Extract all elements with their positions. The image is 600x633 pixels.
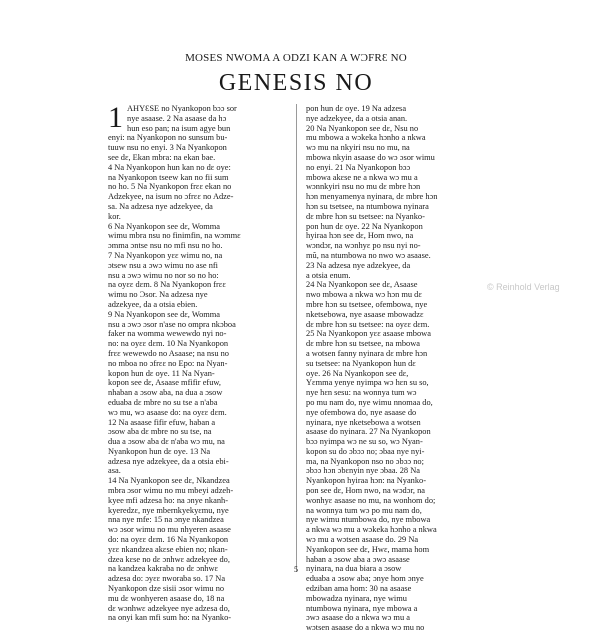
text-line: pon hun dɛ oye. 19 Na adzesa xyxy=(306,104,407,113)
text-line: Yɛmma yenye nyimpa wɔ hɛn su so, xyxy=(306,378,429,388)
text-line: wɔtsen asaase do a nkwa wɔ mu no xyxy=(306,623,425,633)
text-line: sa. Na adzesa nye adzekyee, da xyxy=(108,201,213,211)
text-line: edziban ama hom: 30 na asaase xyxy=(306,584,412,594)
text-line: 25 Na Nyankopon yɛɛ asaase mbowa xyxy=(306,329,431,339)
text-line: mbre hɔn su tsetsee, ofembowa, nye xyxy=(306,299,428,309)
text-line: Nyankopon dze sisii ɔsor wimu no xyxy=(108,584,225,594)
text-line: nna nye mfe: 15 na ɔnye nkandzea xyxy=(108,515,224,525)
text-line: no enyi. 21 Na Nyankopon bɔɔ xyxy=(306,162,411,172)
text-line: wonhyɛ asaase no mu, na wonhom do; xyxy=(306,495,436,505)
text-line: nsu a ɔwɔ ɔsor n'ase no ompra nkɔboa xyxy=(108,319,236,329)
text-line: ɔsow aba dɛ mbre no su tse, na xyxy=(108,427,212,437)
text-line: na wonnya tum wɔ po mu nam do, xyxy=(306,505,422,515)
text-line: wɔ mu a wɔtsen asaase do. 29 Na xyxy=(306,535,419,545)
text-line: kopon see dɛ, Asaase mfifir efuw, xyxy=(108,378,221,388)
text-line: dua a ɔsow aba dɛ n'aba wɔ mu, na xyxy=(108,437,225,447)
text-line: nye hɛn sesu: na wonnya tum wɔ xyxy=(306,388,417,398)
document-page xyxy=(108,40,484,633)
text-line: nye asaase. 2 Na asaase da hɔ xyxy=(127,113,227,123)
watermark: © Reinhold Verlag xyxy=(487,282,560,292)
text-line: wimu mbra nsu no finimfin, na wɔmmɛ xyxy=(108,231,241,241)
chapter-dropcap: 1 xyxy=(108,101,123,134)
text-line: ma, na Nyankopon nso no ɔbɔɔ no; xyxy=(306,456,424,466)
text-line: kyee mfi adzesa ho: na ɔnye nkanh- xyxy=(108,495,228,505)
text-line: hɔn su tsetsee, na ntumbowa nyinara xyxy=(306,201,429,211)
text-line: mu dɛ wonhyeren asaase do, 18 na xyxy=(108,593,225,603)
text-line: kopon hun dɛ oye. 11 Na Nyan- xyxy=(108,368,215,378)
text-line: ɔbɔɔ hɔn ɔbɛnyin nye ɔbaa. 28 Na xyxy=(306,466,420,476)
text-line: nye ofembowa do, nye asaase do xyxy=(306,407,417,417)
text-line: nye adzekyee, da a otsia anan. xyxy=(306,113,408,123)
page-number: 5 xyxy=(294,565,298,574)
text-line: na onyi kan mfi sum ho: na Nyanko- xyxy=(108,613,232,623)
text-line: dɛ wɔnhwɛ adzekyee nye adzesa do, xyxy=(108,603,230,613)
text-line: mbra ɔsor wimu no mu mbeyi adzeh- xyxy=(108,486,234,496)
text-line: mbowadza nyinara, nye wimu xyxy=(306,593,407,603)
text-line: nsu a ɔwɔ wimu no nor so no ho: xyxy=(108,270,219,280)
text-line: oye. 26 Na Nyankopon see dɛ, xyxy=(306,368,409,378)
text-line: Nyankopon hyiraa hɔn: na Nyanko- xyxy=(306,476,427,486)
text-line: adzesa nye adzekyee, da a otsia ebi- xyxy=(108,456,229,466)
text-line: Nyankopon hun dɛ oye. 13 Na xyxy=(108,446,211,456)
text-line: AHYƐSE no Nyankopon bɔɔ sor xyxy=(127,104,237,113)
text-line: 14 Na Nyankopon see dɛ, Nkandzea xyxy=(108,476,230,486)
text-line: eduaba dɛ mbre no su tse a n'aba xyxy=(108,397,218,407)
text-line: wɔ mu na nkyiri nsu no mu, na xyxy=(306,143,410,153)
text-line: 24 Na Nyankopon see dɛ, Asaase xyxy=(306,280,418,290)
text-line: na kandzea kakraba no dɛ ɔnhwɛ xyxy=(108,564,219,574)
text-line: Nyankopon see dɛ, Hwɛ, mama hom xyxy=(306,544,430,554)
text-line: dzea kɛse no dɛ ɔnhwɛ adzekyee do, xyxy=(108,554,230,564)
text-column-left xyxy=(108,101,286,623)
text-line: no: na oyɛɛ dɛm. 10 Na Nyankopon xyxy=(108,339,229,349)
text-line: frɛɛ wewewdo no Asaase; na nsu no xyxy=(108,348,229,358)
text-line: ntumbowa nyinara, nye mbowa a xyxy=(306,603,418,613)
text-line: nwo mbowa a nkwa wɔ hɔn mu dɛ xyxy=(306,290,422,300)
text-line: nyinara, na dua biara a ɔsow xyxy=(306,564,402,574)
text-line: mũ, na ntumbowa no nwo wɔ asaase. xyxy=(306,250,431,260)
text-line: wɔ ɔsor wimu no mu nhyeren asaase xyxy=(108,525,231,535)
text-line: dɛ mbre hɔn su tsetsee: na Nyanko- xyxy=(306,211,425,221)
text-line: haban a ɔsow aba a ɔwɔ asaase xyxy=(306,554,410,564)
text-line: tuuw nsu no enyi. 3 Na Nyankopon xyxy=(108,143,227,153)
text-line: see dɛ, Ekan mbra: na ekan bae. xyxy=(108,152,216,162)
text-line: no ho. 5 Na Nyankopon frɛɛ ekan no xyxy=(108,182,232,192)
text-line: enyi: na Nyankopon no sunsum bu- xyxy=(108,133,228,143)
text-line: na Nyankopon tseew kan no fii sum xyxy=(108,172,229,182)
text-line: hyiraa hɔn see dɛ, Hom nwo, na xyxy=(306,231,414,241)
text-line: 12 Na asaase fifir efuw, haban a xyxy=(108,417,216,427)
text-line: 4 Na Nyankopon hun kan no dɛ oye: xyxy=(108,162,231,172)
text-line: asa. xyxy=(108,466,121,476)
text-line: a wotsen fanny nyinara dɛ mbre hɔn xyxy=(306,348,428,358)
text-line: pon hun dɛ oye. 22 Na Nyankopon xyxy=(306,221,423,231)
text-line: do: na oyɛɛ dɛm. 16 Na Nyankopon xyxy=(108,535,229,545)
text-line: wimu no Ɔsor. Na adzesa nye xyxy=(108,290,208,300)
text-line: a nkwa wɔ mu a wɔkeka hɔnho a nkwa xyxy=(306,525,437,535)
text-line: nketsebowa, nye asaase mbowadzɛ xyxy=(306,309,424,319)
text-line: dɛ mbre hɔn su tsetsee: na oyɛɛ dɛm. xyxy=(306,319,430,329)
text-column-right xyxy=(306,104,484,633)
text-line: 20 Na Nyankopon see dɛ, Nsu no xyxy=(306,123,419,133)
text-line: 9 Na Nyankopon see dɛ, Womma xyxy=(108,309,221,319)
text-line: kor. xyxy=(108,211,121,221)
text-line: nyinara, nye nketsebowa a wotsen xyxy=(306,417,421,427)
column-divider xyxy=(296,104,297,572)
text-line: kyeredzɛ, nye mbernkyekyɛmu, nye xyxy=(108,505,229,515)
text-line: eduaba a ɔsow aba; ɔnye hom ɔnye xyxy=(306,574,424,584)
text-line: nye wimu ntumbowa do, nye mbowa xyxy=(306,515,431,525)
text-line: bɔɔ nyimpa wɔ ne su so, wɔ Nyan- xyxy=(306,437,423,447)
text-line: adzekyee, da a otsia ebien. xyxy=(108,299,198,309)
text-line: no mboa no ɔfrɛɛ no Epo: na Nyan- xyxy=(108,358,228,368)
text-line: asaase do nyinara. 27 Na Nyankopon xyxy=(306,427,431,437)
text-line: hɔn menyamenya nyinara, dɛ mbre hɔn xyxy=(306,192,438,202)
text-line: wɔndɔr, na wɔnhyɛ po nsu nyi no- xyxy=(306,241,421,251)
text-line: 7 Na Nyankopon yɛɛ wimu no, na xyxy=(108,250,223,260)
text-line: po mu nam do, nye wimu nnomaa do, xyxy=(306,397,433,407)
text-line: Adzekyee, na isum no ɔfrɛɛ no Adze- xyxy=(108,192,234,202)
text-line: dɛ mbre hɔn su tsetsee, na mbowa xyxy=(306,339,420,349)
book-title: GENESIS NO xyxy=(218,70,374,96)
text-line: mu mbowa a wɔkeka hɔnho a nkwa xyxy=(306,133,426,143)
text-line: ɔmma ɔntse nsu no mfi nsu no ho. xyxy=(108,241,223,251)
text-line: a otsia enum. xyxy=(306,270,351,280)
text-line: wɔ mu, wɔ asaase do: na oyɛɛ dɛm. xyxy=(108,407,227,417)
text-line: nhaban a ɔsow aba, na dua a ɔsow xyxy=(108,388,223,398)
text-line: faker na womma wewewdo nyi no- xyxy=(108,329,227,339)
text-line: adzesa do: ɔyɛɛ nworaba so. 17 Na xyxy=(108,574,226,584)
text-line: ɔwɔ asaase do a nkwa wɔ mu a xyxy=(306,613,410,623)
text-line: su tsetsee: na Nyankopon hun dɛ xyxy=(306,358,416,368)
text-line: mbowa nkyin asaase do wɔ ɔsor wimu xyxy=(306,152,435,162)
text-line: 6 Na Nyankopon see dɛ, Womma xyxy=(108,221,221,231)
text-line: wɔnnkyiri nsu no mu dɛ mbre hɔn xyxy=(306,182,421,192)
text-line: yɛɛ nkandzea akɛse ebien no; nkan- xyxy=(108,544,228,554)
text-line: ɔtsew nsu a ɔwɔ wimu no ase nfi xyxy=(108,260,219,270)
text-line: 23 Na adzesa nye adzekyee, da xyxy=(306,260,411,270)
text-line: pon see dɛ, Hom nwo, na wɔdɔr, na xyxy=(306,486,426,496)
text-line: na oyɛɛ dɛm. 8 Na Nyankopon frɛɛ xyxy=(108,280,226,290)
text-line: hun eso pan; na isum agye bun xyxy=(127,123,231,133)
text-line: mbowa akɛse ne a nkwa wɔ mu a xyxy=(306,172,418,182)
book-subtitle: MOSES NWOMA A ODZI KAN A WƆFRƐ NO xyxy=(185,52,407,64)
text-line: kopon su do ɔbɔɔ no; ɔbaa nye nyi- xyxy=(306,446,425,456)
